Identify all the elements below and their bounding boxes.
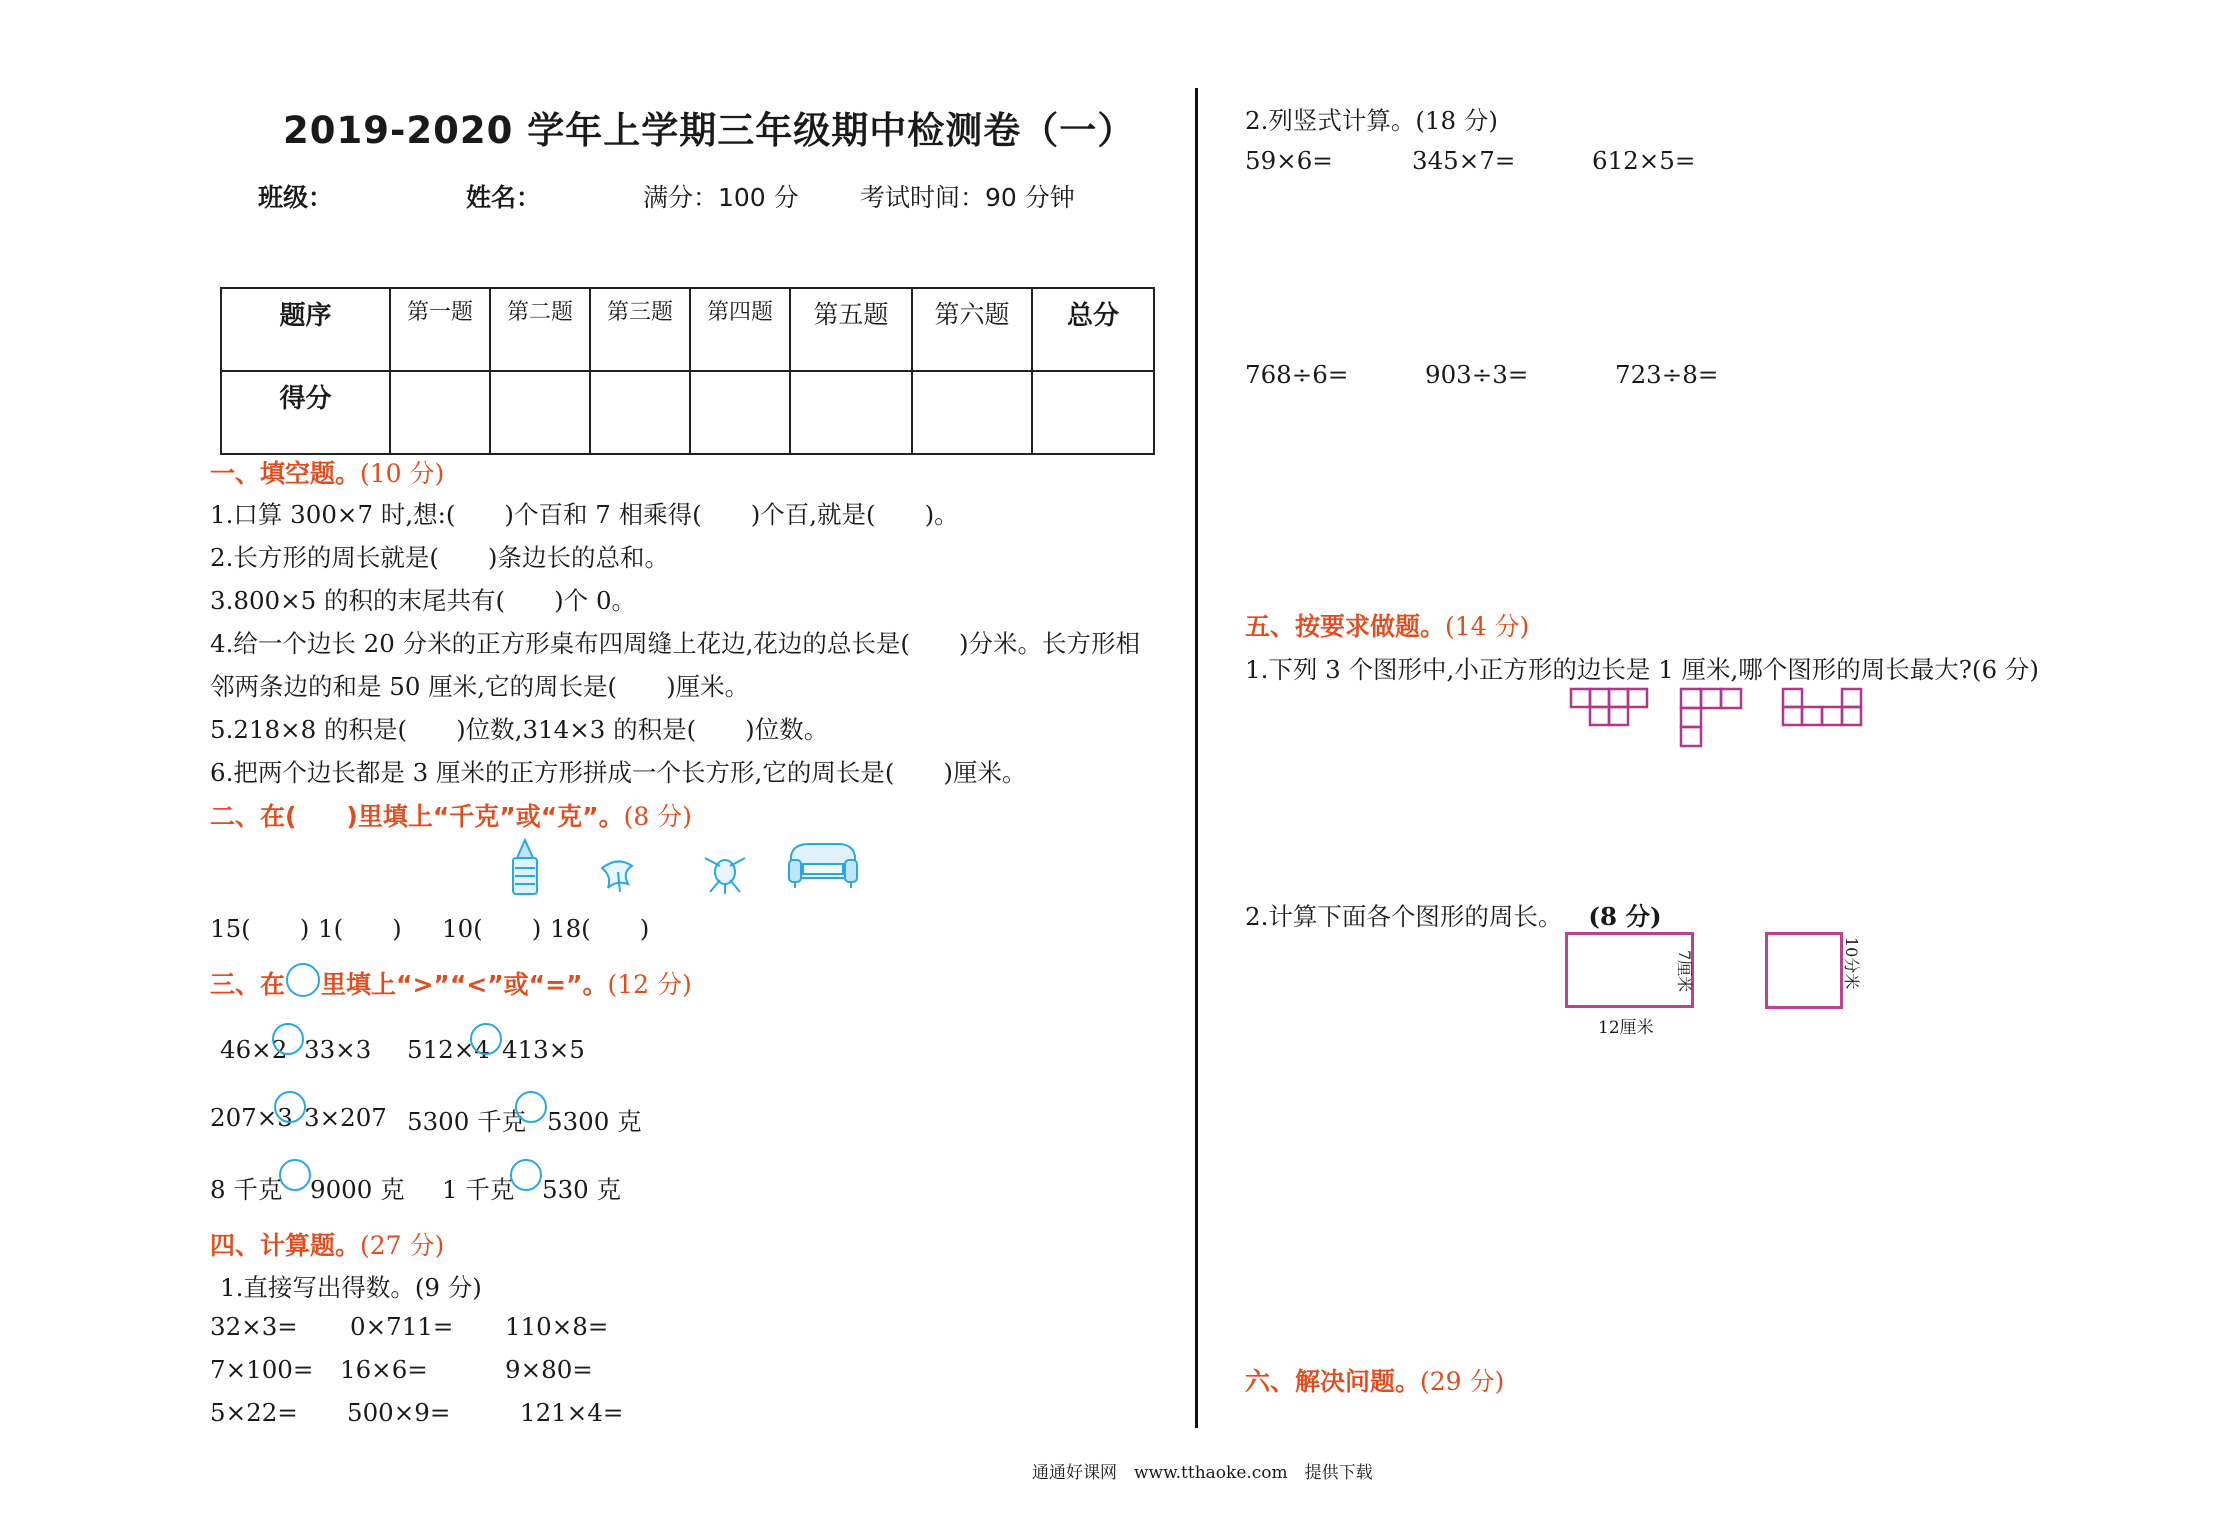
s2-blank-1[interactable]: 15( ) [210, 914, 310, 943]
page-title: 2019-2020 学年上学期三年级期中检测卷（一） [283, 109, 1136, 152]
section3-title-a: 三、在 [210, 970, 286, 999]
section2-points: (8 分) [623, 802, 692, 831]
s2-blank-4[interactable]: 18( ) [550, 914, 650, 943]
compare-right: 33×3 [304, 1035, 372, 1064]
score-cell: 第四题 [690, 288, 790, 371]
rectangle-width-label: 12厘米 [1598, 1018, 1654, 1038]
section5-heading [1245, 607, 1529, 643]
grid-figure-3 [1782, 688, 1864, 728]
column-divider [1195, 88, 1198, 1428]
section2-heading [210, 797, 692, 833]
s1-question-2: 2.长方形的周长就是( )条边长的总和。 [210, 543, 669, 572]
s2-blank-2[interactable]: 1( ) [318, 914, 402, 943]
s5-question-2-text: 2.计算下面各个图形的周长。 [1245, 902, 1563, 931]
vertical-calc-item: 903÷3= [1425, 360, 1529, 389]
score-input-cell[interactable] [590, 371, 690, 454]
score-input-cell[interactable] [790, 371, 912, 454]
s5-question-2 [1245, 898, 1662, 933]
score-input-cell[interactable] [912, 371, 1032, 454]
section6-heading [1245, 1362, 1504, 1398]
section3-points: (12 分) [607, 970, 692, 999]
s1-question-1: 1.口算 300×7 时,想:( )个百和 7 相乘得( )个百,就是( )。 [210, 500, 959, 529]
sofa-icon [785, 838, 860, 890]
s5-question-1: 1.下列 3 个图形中,小正方形的边长是 1 厘米,哪个图形的周长最大?(6 分) [1245, 655, 2039, 684]
vertical-calc-item: 345×7= [1412, 146, 1516, 175]
name-label: 姓名： [466, 183, 542, 212]
section5-points: (14 分) [1445, 612, 1530, 641]
vertical-calc-item: 612×5= [1592, 146, 1696, 175]
s1-question-3: 3.800×5 的积的末尾共有( )个 0。 [210, 586, 637, 615]
score-table-header-row [221, 288, 1154, 371]
compare-circle[interactable] [510, 1159, 542, 1191]
mantis-icon [700, 852, 750, 896]
calc-item: 500×9= [347, 1398, 451, 1427]
square-side-label: 10分米 [1842, 937, 1861, 990]
score-cell: 第六题 [912, 288, 1032, 371]
compare-circle[interactable] [279, 1159, 311, 1191]
section4-heading [210, 1226, 444, 1262]
calc-item: 5×22= [210, 1398, 298, 1427]
section1-points: (10 分) [360, 459, 445, 488]
compare-right: 5300 克 [547, 1107, 642, 1136]
score-cell: 题序 [221, 288, 390, 371]
vertical-calc-item: 768÷6= [1245, 360, 1349, 389]
calc-item: 7×100= [210, 1355, 314, 1384]
section4-points: (27 分) [360, 1231, 445, 1260]
score-table-score-row [221, 371, 1154, 454]
vertical-calc-item: 59×6= [1245, 146, 1333, 175]
score-cell: 总分 [1032, 288, 1154, 371]
grid-figure-2 [1680, 688, 1745, 748]
compare-circle[interactable] [515, 1091, 547, 1123]
score-cell: 第五题 [790, 288, 912, 371]
section6-title: 六、解决问题。 [1245, 1367, 1421, 1396]
section5-title: 五、按要求做题。 [1245, 612, 1446, 641]
compare-left: 512×4 [407, 1035, 490, 1064]
square-figure [1765, 932, 1843, 1009]
calc-item: 0×711= [350, 1312, 454, 1341]
s4-sub2: 2.列竖式计算。(18 分) [1245, 106, 1498, 135]
exam-time: 考试时间：90 分钟 [860, 183, 1075, 212]
leaf-icon [598, 858, 638, 894]
compare-left: 207×3 [210, 1103, 293, 1132]
s1-question-5: 5.218×8 的积是( )位数,314×3 的积是( )位数。 [210, 715, 829, 744]
rectangle-height-label: 7厘米 [1675, 950, 1694, 993]
compare-left: 1 千克 [442, 1175, 515, 1204]
section3-title-b: 里填上“>”“<”或“=”。 [321, 970, 608, 999]
compare-circle[interactable] [470, 1023, 502, 1055]
compare-left: 46×2 [220, 1035, 288, 1064]
compare-left: 8 千克 [210, 1175, 283, 1204]
section6-points: (29 分) [1420, 1367, 1505, 1396]
section1-heading [210, 454, 444, 490]
s4-sub1: 1.直接写出得数。(9 分) [220, 1273, 482, 1302]
calc-item: 121×4= [520, 1398, 624, 1427]
compare-right: 9000 克 [310, 1175, 405, 1204]
score-input-cell[interactable] [390, 371, 490, 454]
compare-circle[interactable] [274, 1091, 306, 1123]
calc-item: 9×80= [505, 1355, 593, 1384]
s1-question-4a: 4.给一个边长 20 分米的正方形桌布四周缝上花边,花边的总长是( )分米。长方形相 [210, 629, 1141, 658]
s1-question-6: 6.把两个边长都是 3 厘米的正方形拼成一个长方形,它的周长是( )厘米。 [210, 758, 1027, 787]
s2-blank-3[interactable]: 10( ) [442, 914, 542, 943]
score-input-cell[interactable] [690, 371, 790, 454]
compare-right: 530 克 [542, 1175, 622, 1204]
grid-figure-1 [1570, 688, 1650, 728]
footer-credit: 通通好课网 www.tthaoke.com 提供下载 [1032, 1463, 1373, 1483]
compare-right: 3×207 [304, 1103, 387, 1132]
section4-title: 四、计算题。 [210, 1231, 361, 1260]
compare-left: 5300 千克 [407, 1107, 527, 1136]
calc-item: 110×8= [505, 1312, 609, 1341]
score-cell: 第二题 [490, 288, 590, 371]
compare-right: 413×5 [502, 1035, 585, 1064]
score-table [220, 287, 1155, 455]
score-cell: 第一题 [390, 288, 490, 371]
score-cell: 第三题 [590, 288, 690, 371]
section2-title: 二、在( )里填上“千克”或“克”。 [210, 802, 624, 831]
class-label: 班级： [258, 183, 334, 212]
full-score: 满分：100 分 [643, 183, 799, 212]
score-cell: 得分 [221, 371, 390, 454]
compare-circle[interactable] [272, 1023, 304, 1055]
section3-heading [210, 963, 692, 1001]
score-input-cell[interactable] [490, 371, 590, 454]
calc-item: 32×3= [210, 1312, 298, 1341]
calc-item: 16×6= [340, 1355, 428, 1384]
s5-question-2-points: (8 分) [1588, 902, 1662, 931]
score-input-cell[interactable] [1032, 371, 1154, 454]
vertical-calc-item: 723÷8= [1615, 360, 1719, 389]
s1-question-4b: 邻两条边的和是 50 厘米,它的周长是( )厘米。 [210, 672, 750, 701]
section1-title: 一、填空题。 [210, 459, 361, 488]
glue-bottle-icon [505, 838, 545, 898]
circle-icon [286, 963, 320, 997]
